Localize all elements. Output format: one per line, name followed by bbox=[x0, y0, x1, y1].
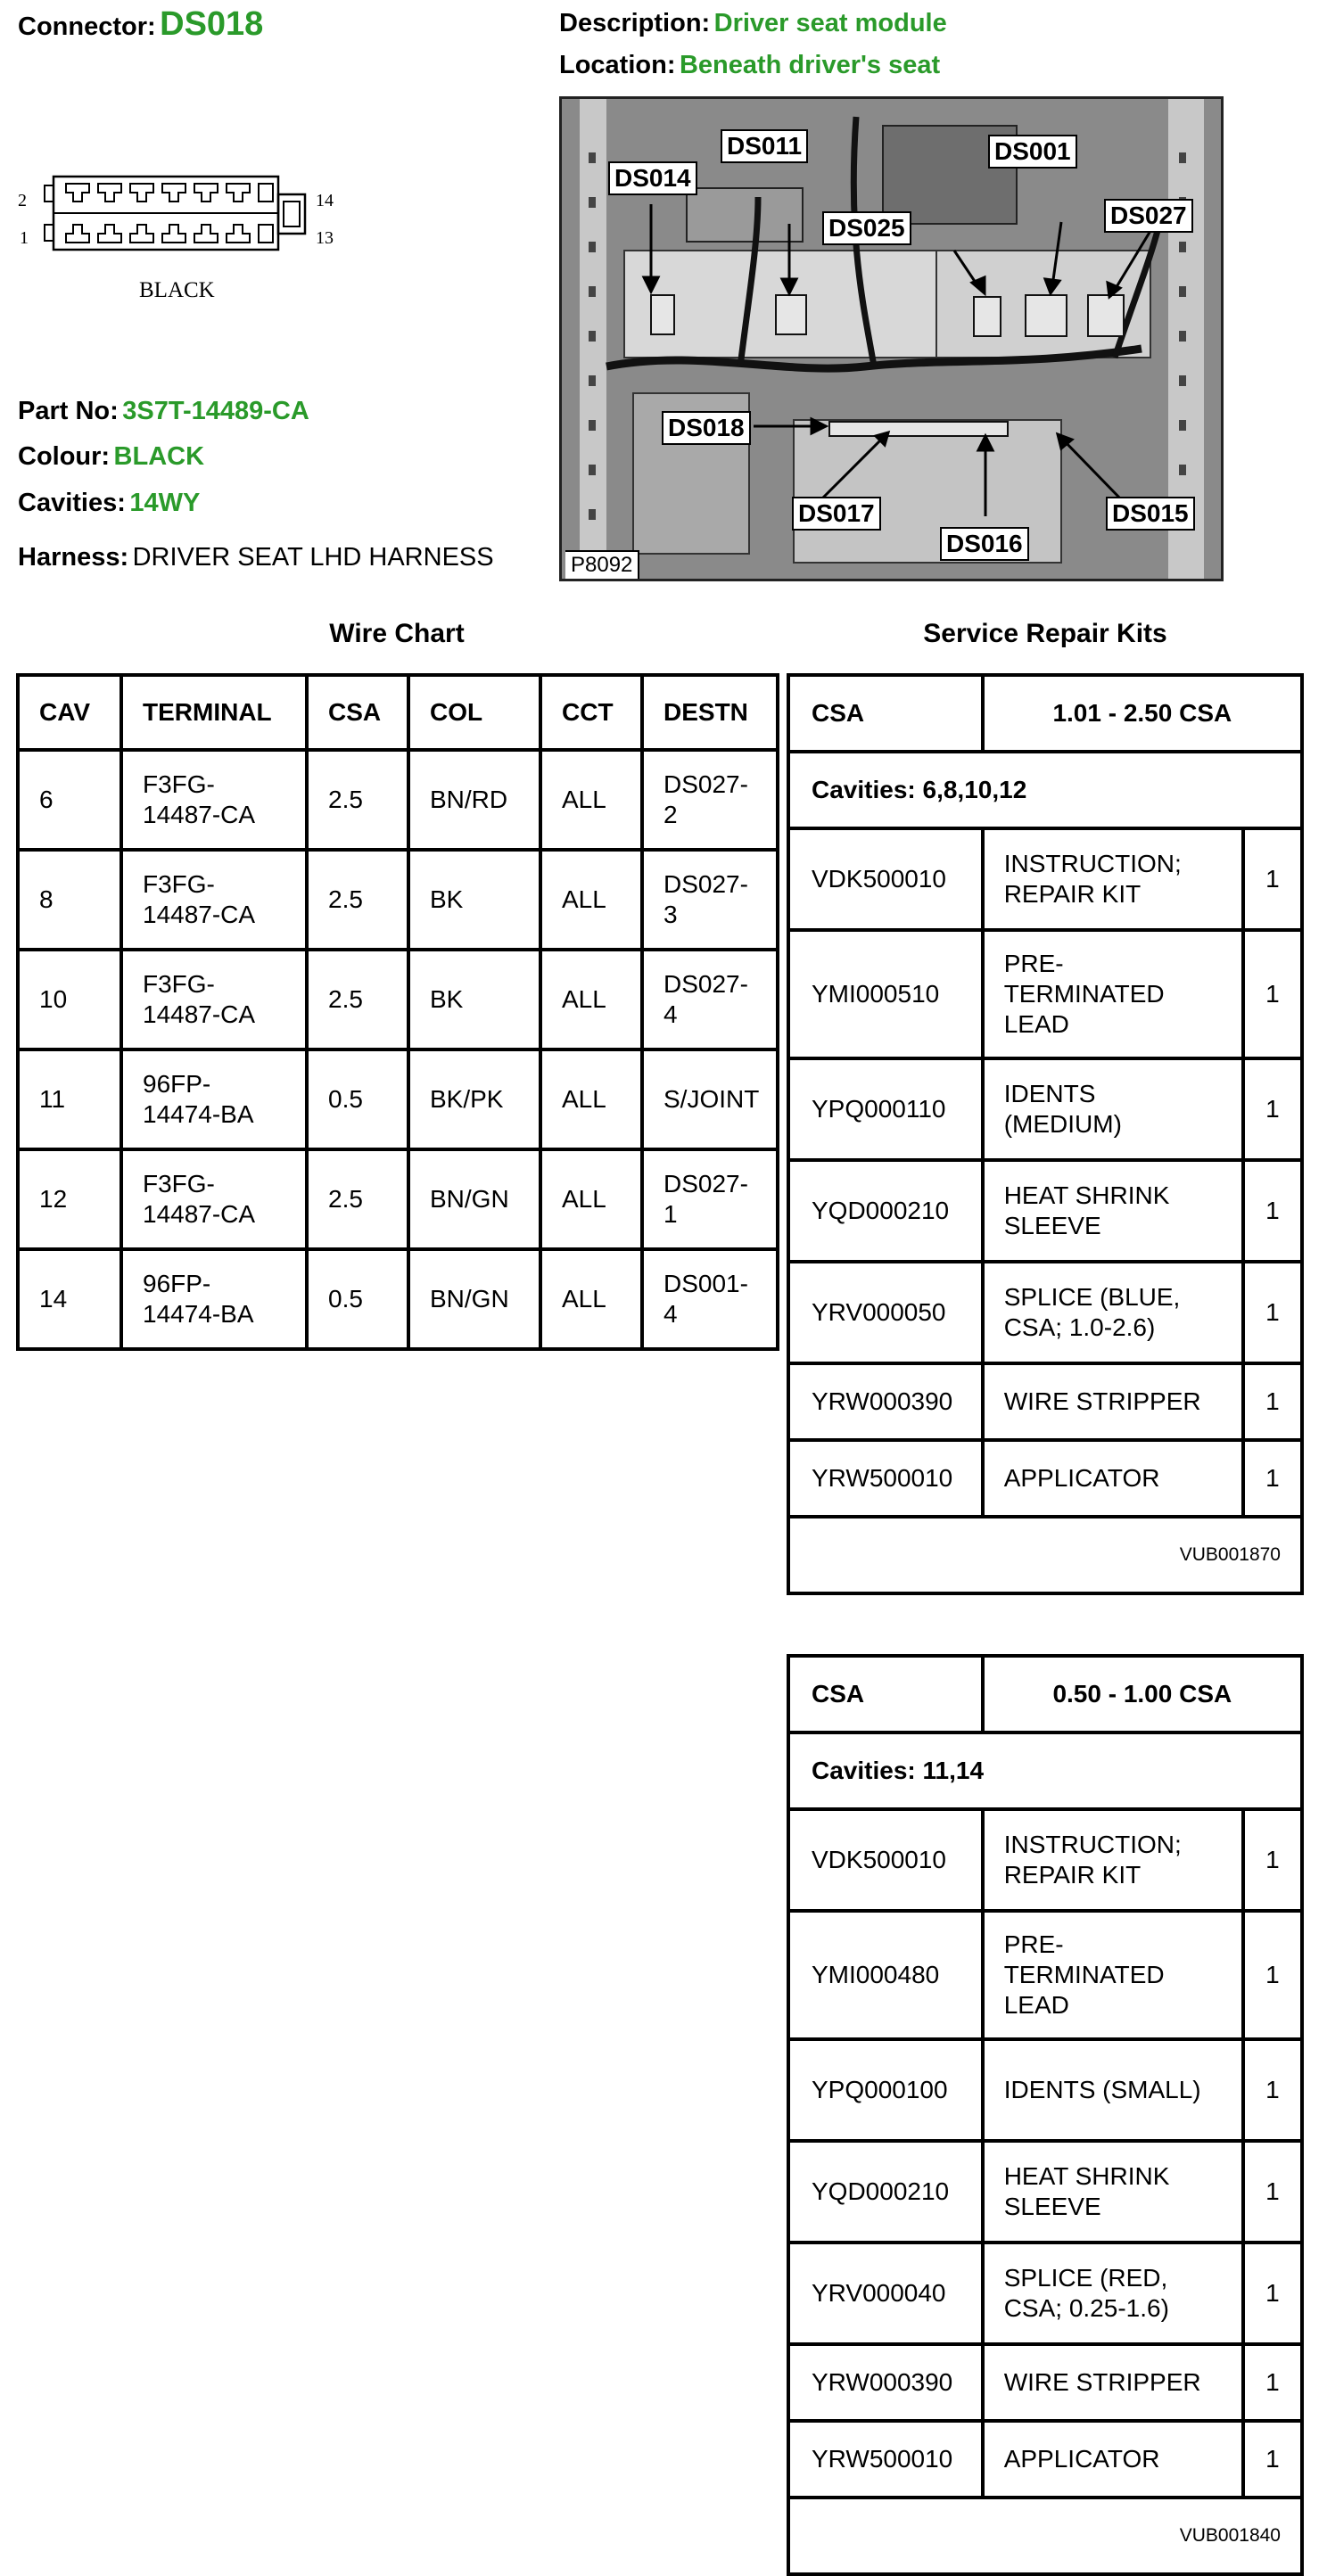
table-row bbox=[18, 1149, 778, 1249]
kit-item-quantity: 1 bbox=[1243, 2141, 1302, 2243]
connector-value: DS018 bbox=[160, 5, 264, 43]
kit-item-row bbox=[788, 1809, 1302, 1911]
harness-value: DRIVER SEAT LHD HARNESS bbox=[132, 543, 494, 572]
kit-item-quantity: 1 bbox=[1243, 2243, 1302, 2344]
kit-item-code: VDK500010 bbox=[788, 828, 983, 930]
cell-terminal: F3FG- 14487-CA bbox=[121, 850, 307, 950]
kit-item-row bbox=[788, 1262, 1302, 1363]
harness-label: Harness: bbox=[18, 543, 129, 572]
callout-ds015: DS015 bbox=[1106, 497, 1195, 531]
kit-item-row bbox=[788, 1160, 1302, 1262]
cell-terminal: F3FG- 14487-CA bbox=[121, 750, 307, 850]
table-row bbox=[18, 850, 778, 950]
photo-reference-id: P8092 bbox=[565, 550, 639, 579]
cell-terminal: F3FG- 14487-CA bbox=[121, 950, 307, 1049]
cavities-label: Cavities: bbox=[18, 489, 126, 517]
colour-label: Colour: bbox=[18, 442, 111, 471]
kit-item-quantity: 1 bbox=[1243, 1262, 1302, 1363]
service-kits-title: Service Repair Kits bbox=[923, 619, 1167, 648]
cell-cav: 12 bbox=[18, 1149, 121, 1249]
cell-col: BK bbox=[408, 950, 540, 1049]
table-row bbox=[18, 1249, 778, 1349]
kit-item-code: VDK500010 bbox=[788, 1809, 983, 1911]
cell-col: BN/GN bbox=[408, 1249, 540, 1349]
connector-colour-caption: BLACK bbox=[139, 278, 215, 302]
kit-item-row bbox=[788, 2344, 1302, 2421]
cell-cav: 8 bbox=[18, 850, 121, 950]
kit-item-description: WIRE STRIPPER bbox=[983, 1363, 1243, 1440]
kit-cavities-row bbox=[788, 752, 1302, 828]
kit-footer-row bbox=[788, 2498, 1302, 2574]
cell-col: BN/RD bbox=[408, 750, 540, 850]
kit-item-row bbox=[788, 930, 1302, 1058]
kit-item-quantity: 1 bbox=[1243, 2421, 1302, 2498]
colour-value: BLACK bbox=[113, 442, 205, 471]
cell-csa: 2.5 bbox=[307, 850, 408, 950]
cell-destn: DS001- 4 bbox=[642, 1249, 778, 1349]
col-csa-header: CSA bbox=[307, 675, 408, 750]
location-photo bbox=[559, 96, 1224, 581]
kit-item-row bbox=[788, 1440, 1302, 1517]
kit-item-row bbox=[788, 2421, 1302, 2498]
kit-item-quantity: 1 bbox=[1243, 2039, 1302, 2141]
cell-col: BK/PK bbox=[408, 1049, 540, 1149]
kit-item-code: YPQ000110 bbox=[788, 1058, 983, 1160]
cell-destn: DS027- 4 bbox=[642, 950, 778, 1049]
kit-item-description: APPLICATOR bbox=[983, 2421, 1243, 2498]
part-number-line bbox=[18, 397, 309, 426]
kit-item-description: SPLICE (RED, CSA; 0.25-1.6) bbox=[983, 2243, 1243, 2344]
kit-item-quantity: 1 bbox=[1243, 1809, 1302, 1911]
kit-csa-label: CSA bbox=[788, 675, 983, 752]
callout-ds014: DS014 bbox=[608, 161, 697, 195]
kit-item-code: YRW000390 bbox=[788, 1363, 983, 1440]
col-cct-header: CCT bbox=[540, 675, 642, 750]
col-destn-header: DESTN bbox=[642, 675, 778, 750]
pin-13-label: 13 bbox=[316, 228, 334, 248]
kit-item-row bbox=[788, 828, 1302, 930]
cell-cav: 10 bbox=[18, 950, 121, 1049]
kit-item-row bbox=[788, 2243, 1302, 2344]
cell-cct: ALL bbox=[540, 1249, 642, 1349]
cell-csa: 0.5 bbox=[307, 1249, 408, 1349]
description-line bbox=[559, 9, 947, 38]
cell-destn: DS027- 1 bbox=[642, 1149, 778, 1249]
callout-ds011: DS011 bbox=[721, 129, 808, 163]
table-row bbox=[18, 950, 778, 1049]
connector-heading bbox=[18, 5, 263, 44]
kit-item-description: APPLICATOR bbox=[983, 1440, 1243, 1517]
table-row bbox=[18, 750, 778, 850]
kit-item-code: YMI000510 bbox=[788, 930, 983, 1058]
callout-ds017: DS017 bbox=[792, 497, 881, 531]
cell-cct: ALL bbox=[540, 950, 642, 1049]
kit-cavities-row bbox=[788, 1732, 1302, 1809]
description-label: Description: bbox=[559, 9, 711, 37]
cell-cct: ALL bbox=[540, 850, 642, 950]
kit-item-description: SPLICE (BLUE, CSA; 1.0-2.6) bbox=[983, 1262, 1243, 1363]
kit-cavities: Cavities: 6,8,10,12 bbox=[788, 752, 1302, 828]
kit-header-row bbox=[788, 675, 1302, 752]
cell-terminal: F3FG- 14487-CA bbox=[121, 1149, 307, 1249]
cell-terminal: 96FP- 14474-BA bbox=[121, 1249, 307, 1349]
kit-footer-row bbox=[788, 1517, 1302, 1593]
kit-csa-label: CSA bbox=[788, 1656, 983, 1732]
pin-14-label: 14 bbox=[316, 191, 334, 210]
kit-item-row bbox=[788, 1911, 1302, 2039]
cell-cav: 11 bbox=[18, 1049, 121, 1149]
colour-line bbox=[18, 442, 204, 472]
location-line bbox=[559, 51, 940, 80]
kit-reference: VUB001840 bbox=[788, 2498, 1302, 2574]
kit-item-quantity: 1 bbox=[1243, 1058, 1302, 1160]
cell-destn: DS027- 3 bbox=[642, 850, 778, 950]
cell-terminal: 96FP- 14474-BA bbox=[121, 1049, 307, 1149]
kit-cavities: Cavities: 11,14 bbox=[788, 1732, 1302, 1809]
kit-item-row bbox=[788, 1058, 1302, 1160]
pin-1-label: 1 bbox=[20, 228, 29, 248]
table-row bbox=[18, 1049, 778, 1149]
wire-chart-table bbox=[16, 673, 779, 1351]
kit-item-row bbox=[788, 2141, 1302, 2243]
kit-item-description: IDENTS (SMALL) bbox=[983, 2039, 1243, 2141]
kit-item-code: YQD000210 bbox=[788, 1160, 983, 1262]
cavities-line bbox=[18, 489, 200, 518]
kit-item-description: PRE- TERMINATED LEAD bbox=[983, 1911, 1243, 2039]
kit-item-description: WIRE STRIPPER bbox=[983, 2344, 1243, 2421]
kit-item-quantity: 1 bbox=[1243, 1160, 1302, 1262]
location-label: Location: bbox=[559, 51, 676, 79]
kit-item-description: INSTRUCTION; REPAIR KIT bbox=[983, 1809, 1243, 1911]
kit-csa-range: 1.01 - 2.50 CSA bbox=[983, 675, 1302, 752]
part-number-value: 3S7T-14489-CA bbox=[122, 397, 309, 425]
kit-item-quantity: 1 bbox=[1243, 930, 1302, 1058]
kit-item-quantity: 1 bbox=[1243, 1363, 1302, 1440]
kit-header-row bbox=[788, 1656, 1302, 1732]
cell-csa: 2.5 bbox=[307, 750, 408, 850]
kit-item-quantity: 1 bbox=[1243, 828, 1302, 930]
kit-item-description: IDENTS (MEDIUM) bbox=[983, 1058, 1243, 1160]
wire-chart-body bbox=[18, 750, 778, 1349]
kit-item-code: YRW500010 bbox=[788, 1440, 983, 1517]
connector-label: Connector: bbox=[18, 12, 156, 41]
kit-item-code: YRV000040 bbox=[788, 2243, 983, 2344]
pin-2-label: 2 bbox=[18, 191, 27, 210]
kit-item-description: HEAT SHRINK SLEEVE bbox=[983, 1160, 1243, 1262]
cell-destn: S/JOINT bbox=[642, 1049, 778, 1149]
kit-item-code: YRW000390 bbox=[788, 2344, 983, 2421]
wire-chart-title: Wire Chart bbox=[329, 619, 465, 648]
cell-csa: 2.5 bbox=[307, 950, 408, 1049]
kit-item-row bbox=[788, 1363, 1302, 1440]
cell-cav: 6 bbox=[18, 750, 121, 850]
kit-item-code: YMI000480 bbox=[788, 1911, 983, 2039]
col-terminal-header: TERMINAL bbox=[121, 675, 307, 750]
kit-item-description: PRE- TERMINATED LEAD bbox=[983, 930, 1243, 1058]
connector-diagram bbox=[16, 168, 334, 310]
col-cav-header: CAV bbox=[18, 675, 121, 750]
kit-item-code: YQD000210 bbox=[788, 2141, 983, 2243]
cell-cct: ALL bbox=[540, 1149, 642, 1249]
cell-cav: 14 bbox=[18, 1249, 121, 1349]
kit-reference: VUB001870 bbox=[788, 1517, 1302, 1593]
service-kit-table bbox=[787, 673, 1304, 1595]
col-col-header: COL bbox=[408, 675, 540, 750]
cell-destn: DS027- 2 bbox=[642, 750, 778, 850]
harness-line bbox=[18, 543, 494, 572]
service-kit-table bbox=[787, 1654, 1304, 2576]
kit-item-description: HEAT SHRINK SLEEVE bbox=[983, 2141, 1243, 2243]
cell-col: BN/GN bbox=[408, 1149, 540, 1249]
cell-csa: 0.5 bbox=[307, 1049, 408, 1149]
kit-item-quantity: 1 bbox=[1243, 2344, 1302, 2421]
kit-item-row bbox=[788, 2039, 1302, 2141]
cell-cct: ALL bbox=[540, 750, 642, 850]
cell-csa: 2.5 bbox=[307, 1149, 408, 1249]
kit-item-quantity: 1 bbox=[1243, 1440, 1302, 1517]
kit-item-quantity: 1 bbox=[1243, 1911, 1302, 2039]
callout-ds016: DS016 bbox=[940, 527, 1029, 561]
kit-csa-range: 0.50 - 1.00 CSA bbox=[983, 1656, 1302, 1732]
callout-ds001: DS001 bbox=[988, 135, 1077, 169]
callout-ds018: DS018 bbox=[662, 411, 751, 445]
wire-chart-header-row bbox=[18, 675, 778, 750]
callout-ds027: DS027 bbox=[1104, 199, 1193, 233]
cavities-value: 14WY bbox=[129, 489, 201, 517]
kit-item-code: YRW500010 bbox=[788, 2421, 983, 2498]
part-number-label: Part No: bbox=[18, 397, 119, 425]
cell-cct: ALL bbox=[540, 1049, 642, 1149]
kit-item-code: YRV000050 bbox=[788, 1262, 983, 1363]
description-value: Driver seat module bbox=[713, 9, 947, 37]
callout-ds025: DS025 bbox=[822, 211, 911, 245]
cell-col: BK bbox=[408, 850, 540, 950]
kit-item-description: INSTRUCTION; REPAIR KIT bbox=[983, 828, 1243, 930]
kit-item-code: YPQ000100 bbox=[788, 2039, 983, 2141]
location-value: Beneath driver's seat bbox=[679, 51, 941, 79]
